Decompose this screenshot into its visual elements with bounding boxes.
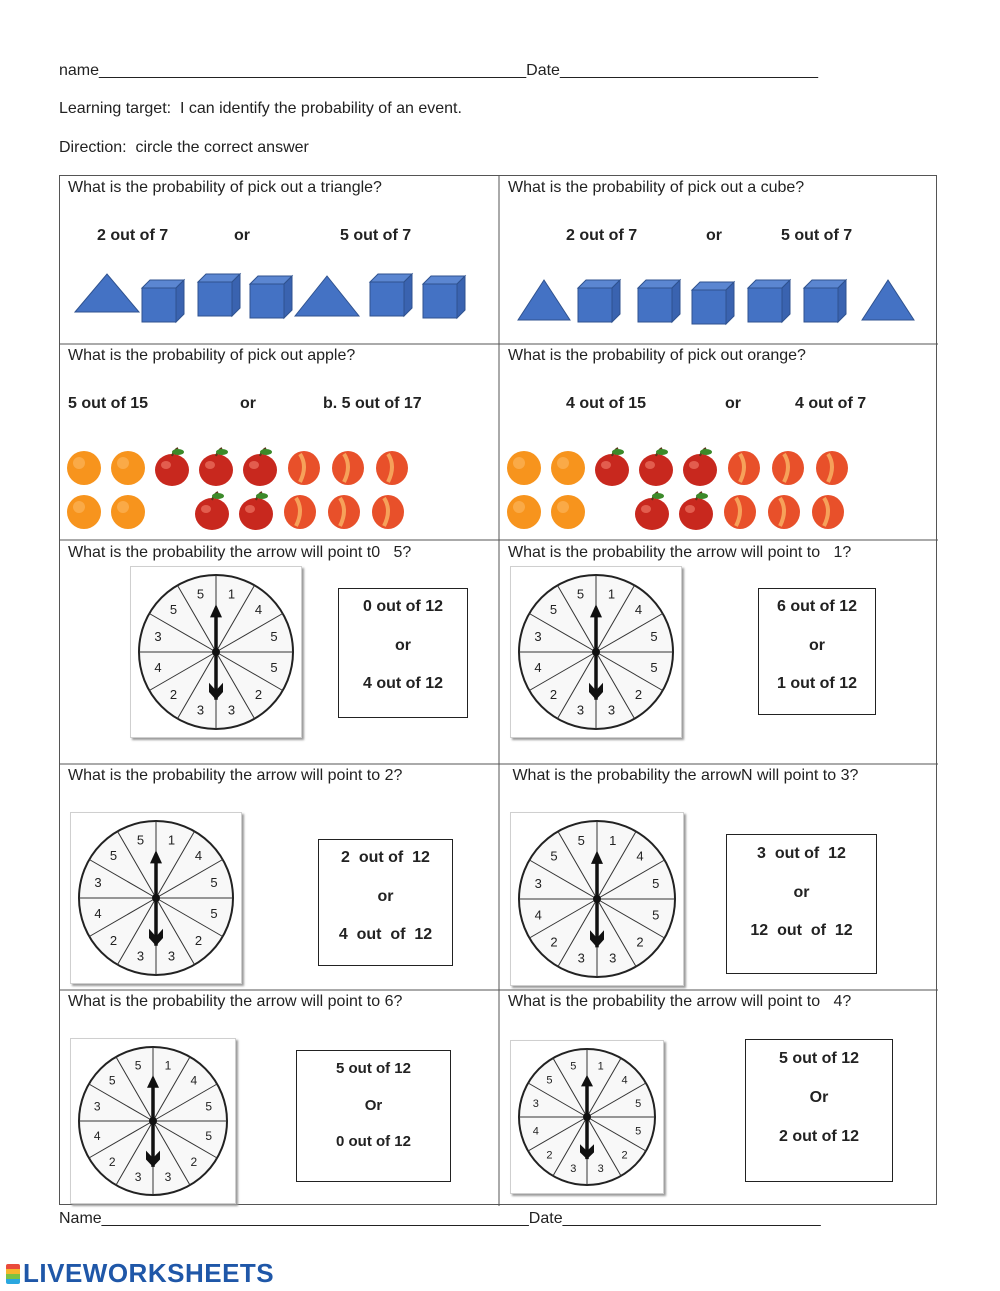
answer-box-9 [296, 1050, 451, 1182]
spinner-number: 1 [597, 1060, 604, 1073]
spinner-number: 5 [270, 660, 278, 676]
apple-icon [635, 492, 669, 530]
spinner-number: 2 [550, 934, 558, 950]
spinner-6-wheel [511, 1041, 663, 1193]
q6-option-b[interactable]: 1 out of 12 [776, 675, 857, 692]
spinner-number: 3 [134, 1169, 142, 1184]
spinner-number: 3 [577, 950, 585, 966]
apple-icon [195, 492, 229, 530]
cube-shape [578, 280, 620, 322]
question-9: What is the probability the arrow will point to 6? [68, 993, 403, 1010]
spinner-number: 5 [210, 906, 218, 922]
q5-option-b[interactable]: 4 out of 12 [362, 675, 443, 692]
cube-shape [142, 280, 184, 322]
spinner-1-wheel [131, 567, 301, 737]
spinner-number: 2 [549, 687, 558, 703]
peach-icon [728, 451, 760, 485]
orange-icon [67, 451, 101, 485]
spinner-number: 5 [570, 1060, 577, 1073]
spinner-number: 5 [108, 1073, 116, 1088]
cube-shape [423, 276, 465, 318]
orange-icon [111, 495, 145, 529]
spinner-number: 4 [636, 848, 644, 864]
apple-icon [243, 448, 277, 486]
q7-option-a[interactable]: 2 out of 12 [341, 849, 430, 866]
spinner-number: 4 [634, 602, 643, 618]
spinner-number: 2 [169, 687, 178, 703]
spinner-6 [510, 1040, 664, 1194]
spinner-number: 3 [136, 948, 145, 964]
q7-option-b[interactable]: 4 out of 12 [338, 926, 433, 943]
q10-option-b[interactable]: 2 out of 12 [778, 1128, 859, 1145]
peach-icon [328, 495, 360, 529]
question-2: What is the probability of pick out a cube? [508, 179, 805, 196]
shapes-set-1 [70, 262, 480, 324]
spinner-number: 3 [532, 1098, 539, 1111]
spinner-1 [130, 566, 302, 738]
spinner-number: 4 [254, 602, 263, 618]
spinner-number: 5 [652, 875, 660, 891]
spinner-number: 5 [550, 848, 558, 864]
question-6: What is the probability the arrow will point to 1? [508, 544, 852, 561]
spinner-2-wheel [511, 567, 681, 737]
spinner-number: 3 [167, 948, 176, 964]
q9-or: Or [364, 1097, 383, 1114]
spinner-number: 3 [154, 629, 162, 645]
spinner-number: 2 [109, 933, 118, 949]
spinner-number: 5 [210, 875, 218, 891]
q4-or: or [725, 395, 741, 412]
spinner-number: 5 [134, 1058, 142, 1073]
triangle-shape [518, 280, 570, 320]
cube-shape [370, 274, 412, 316]
spinner-number: 3 [227, 702, 236, 718]
spinner-number: 5 [650, 629, 658, 645]
spinner-number: 5 [546, 1074, 553, 1087]
q4-option-b[interactable]: 4 out of 7 [795, 395, 867, 412]
spinner-number: 1 [227, 586, 236, 602]
spinner-number: 3 [93, 1099, 101, 1114]
spinner-number: 3 [164, 1169, 172, 1184]
question-1: What is the probability of pick out a triangle? [68, 179, 382, 196]
q5-or: or [395, 637, 411, 654]
spinner-number: 2 [546, 1149, 553, 1162]
q4-option-a[interactable]: 4 out of 15 [566, 395, 647, 412]
answer-box-8 [726, 834, 877, 974]
cube-shape [748, 280, 790, 322]
answer-box-6 [758, 588, 876, 715]
peach-icon [724, 495, 756, 529]
spinner-number: 3 [607, 702, 616, 718]
apple-icon [683, 448, 717, 486]
spinner-number: 4 [534, 907, 542, 923]
spinner-number: 2 [194, 933, 203, 949]
spinner-number: 2 [621, 1149, 628, 1162]
peach-icon [288, 451, 320, 485]
apple-icon [679, 492, 713, 530]
apple-icon [155, 448, 189, 486]
spinner-number: 5 [652, 907, 660, 923]
spinner-3-wheel [71, 813, 241, 983]
apple-icon [595, 448, 629, 486]
spinner-number: 1 [609, 832, 617, 848]
q2-option-a[interactable]: 2 out of 7 [566, 227, 638, 244]
spinner-number: 3 [534, 629, 542, 645]
cube-shape [804, 280, 846, 322]
orange-icon [507, 451, 541, 485]
question-3: What is the probability of pick out apple? [68, 347, 356, 364]
spinner-number: 4 [534, 660, 542, 676]
q1-option-a[interactable]: 2 out of 7 [97, 227, 169, 244]
q7-or: or [377, 888, 394, 905]
q3-option-b[interactable]: b. 5 out of 17 [323, 395, 422, 412]
peach-icon [376, 451, 408, 485]
spinner-number: 3 [94, 875, 102, 891]
cube-shape [692, 282, 734, 324]
q9-option-a[interactable]: 5 out of 12 [335, 1060, 411, 1077]
name-date-line[interactable]: name________________________________________________Date_____________________________ [59, 62, 818, 79]
peach-icon [372, 495, 404, 529]
spinner-number: 2 [634, 687, 643, 703]
spinner-number: 4 [154, 660, 162, 676]
peach-icon [284, 495, 316, 529]
spinner-number: 4 [621, 1074, 628, 1087]
spinner-number: 4 [93, 1129, 101, 1144]
spinner-number: 3 [609, 950, 617, 966]
peach-icon [768, 495, 800, 529]
apple-icon [639, 448, 673, 486]
answer-box-10 [745, 1039, 893, 1182]
shapes-set-2 [512, 270, 922, 328]
spinner-5 [70, 1038, 236, 1204]
q6-option-a[interactable]: 6 out of 12 [776, 598, 857, 615]
answer-box-7 [318, 839, 453, 966]
peach-icon [816, 451, 848, 485]
spinner-number: 4 [532, 1125, 539, 1138]
peach-icon [332, 451, 364, 485]
fruit-set-1 [66, 444, 426, 536]
spinner-number: 5 [635, 1098, 642, 1111]
cube-shape [198, 274, 240, 316]
spinner-number: 2 [190, 1155, 198, 1170]
spinner-number: 5 [650, 660, 658, 676]
q9-option-b[interactable]: 0 out of 12 [335, 1133, 411, 1150]
cube-shape [250, 276, 292, 318]
q5-option-a[interactable]: 0 out of 12 [362, 598, 443, 615]
spinner-number: 5 [635, 1125, 642, 1138]
spinner-3 [70, 812, 242, 984]
spinner-number: 2 [254, 687, 263, 703]
q8-option-a[interactable]: 3 out of 12 [757, 845, 846, 862]
orange-icon [67, 495, 101, 529]
spinner-number: 3 [570, 1163, 577, 1176]
spinner-number: 5 [576, 586, 585, 602]
spinner-number: 3 [196, 702, 205, 718]
q8-option-b[interactable]: 12 out of 12 [750, 922, 853, 939]
q3-or: or [240, 395, 256, 412]
q3-option-a[interactable]: 5 out of 15 [68, 395, 149, 412]
spinner-number: 1 [164, 1058, 172, 1073]
logo-icon [6, 1264, 20, 1284]
spinner-number: 1 [167, 832, 176, 848]
question-5: What is the probability the arrow will point t0 5? [68, 544, 412, 561]
footer-name-date-line[interactable]: Name________________________________________________Date_____________________________ [59, 1210, 821, 1227]
question-7: What is the probability the arrow will point to 2? [68, 767, 403, 784]
question-4: What is the probability of pick out orange? [508, 347, 806, 364]
triangle-shape [295, 276, 359, 316]
spinner-number: 4 [190, 1073, 198, 1088]
logo-text: LIVEWORKSHEETS [23, 1258, 275, 1288]
q2-or: or [706, 227, 722, 244]
q2-option-b[interactable]: 5 out of 7 [781, 227, 853, 244]
q1-or: or [234, 227, 250, 244]
spinner-number: 4 [194, 848, 203, 864]
apple-icon [239, 492, 273, 530]
triangle-shape [75, 274, 139, 312]
spinner-2 [510, 566, 682, 738]
triangle-shape [862, 280, 914, 320]
spinner-number: 5 [136, 832, 145, 848]
spinner-5-wheel [71, 1039, 235, 1203]
spinner-number: 5 [169, 602, 178, 618]
spinner-number: 3 [534, 875, 542, 891]
spinner-number: 3 [597, 1163, 604, 1176]
spinner-number: 5 [196, 586, 205, 602]
peach-icon [812, 495, 844, 529]
spinner-number: 3 [576, 702, 585, 718]
cube-shape [638, 280, 680, 322]
spinner-number: 2 [108, 1155, 116, 1170]
question-10: What is the probability the arrow will point to 4? [508, 993, 852, 1010]
spinner-number: 5 [270, 629, 278, 645]
spinner-number: 1 [607, 586, 616, 602]
spinner-number: 5 [109, 848, 118, 864]
spinner-number: 5 [205, 1099, 213, 1114]
spinner-number: 4 [94, 906, 102, 922]
orange-icon [551, 451, 585, 485]
fruit-set-2 [506, 444, 866, 536]
spinner-4-wheel [511, 813, 683, 985]
q10-or: Or [809, 1089, 829, 1106]
orange-icon [551, 495, 585, 529]
q8-or: or [793, 884, 810, 901]
spinner-number: 5 [577, 832, 585, 848]
orange-icon [507, 495, 541, 529]
q1-option-b[interactable]: 5 out of 7 [340, 227, 412, 244]
orange-icon [111, 451, 145, 485]
q10-option-a[interactable]: 5 out of 12 [778, 1050, 859, 1067]
q6-or: or [809, 637, 825, 654]
peach-icon [772, 451, 804, 485]
liveworksheets-logo [6, 1258, 274, 1289]
question-8: What is the probability the arrowN will point to 3? [508, 767, 859, 784]
spinner-number: 5 [205, 1129, 213, 1144]
answer-box-5 [338, 588, 468, 718]
apple-icon [199, 448, 233, 486]
spinner-4 [510, 812, 684, 986]
spinner-number: 2 [636, 934, 644, 950]
spinner-number: 5 [549, 602, 558, 618]
learning-target: Learning target: I can identify the probability of an event. [59, 100, 462, 117]
direction: Direction: circle the correct answer [59, 139, 309, 156]
